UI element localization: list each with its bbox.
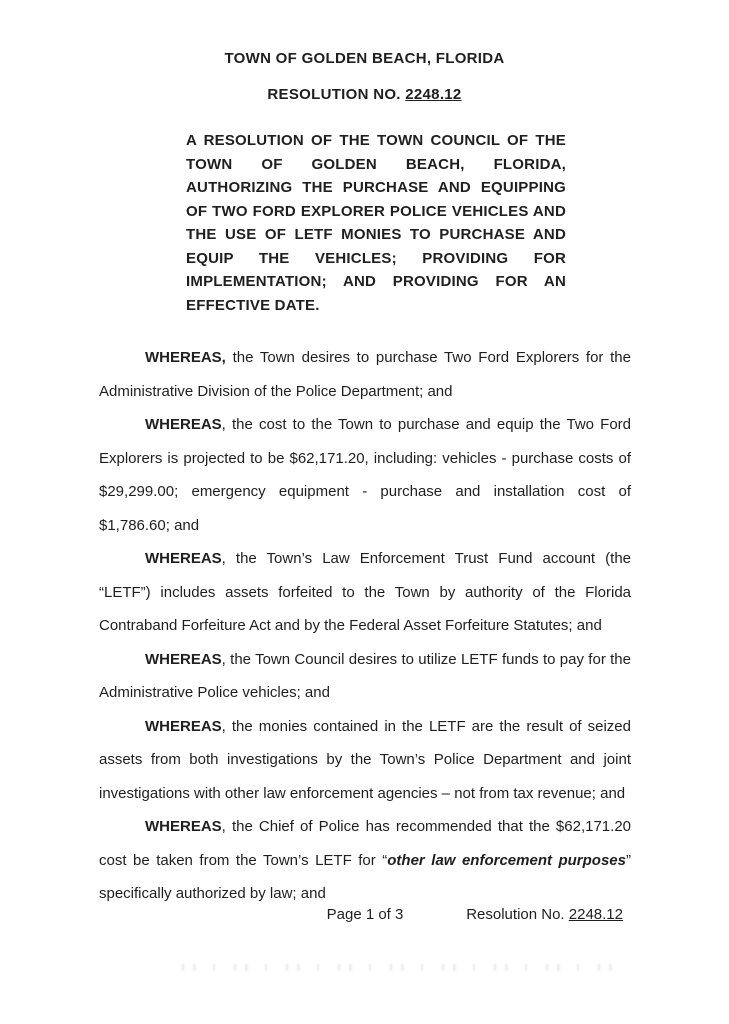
footer-resolution-label [466, 906, 623, 923]
paragraph-segment: the Town desires to purchase Two Ford Explorers for the Administrative Division of the Police Department; and [99, 349, 631, 400]
whereas-paragraph [99, 341, 631, 408]
page-footer [99, 906, 631, 928]
resolution-number-heading [0, 86, 729, 103]
whereas-paragraph [99, 643, 631, 710]
paragraph-segment: ” specifically authorized by law; and [99, 851, 631, 902]
whereas-paragraph [99, 408, 631, 542]
paragraph-segment: other law enforcement purposes [387, 851, 626, 869]
page-number-label: Page 1 of 3 [326, 906, 404, 923]
resolution-number-prefix: RESOLUTION NO. [267, 86, 406, 103]
paragraph-segment: , the cost to the Town to purchase and equip the Two Ford Explorers is projected to be $62,171.20, including: vehicles - purchase costs of $29,299.00; emergency equipment - purchase and installation cost of $1,786.60; and [99, 416, 631, 534]
document-title: TOWN OF GOLDEN BEACH, FLORIDA [224, 50, 505, 67]
footer-resolution-prefix: Resolution No. [466, 906, 569, 923]
paragraph-segment: WHEREAS [145, 550, 222, 567]
paragraph-segment: , the Town Council desires to utilize LETF funds to pay for the Administrative Police vehicles; and [99, 650, 631, 701]
resolution-summary: A RESOLUTION OF THE TOWN COUNCIL OF THE TOWN OF GOLDEN BEACH, FLORIDA, AUTHORIZING THE PURCHASE AND EQUIPPING OF TWO FORD EXPLORER POLICE VEHICLES AND THE USE OF LETF MONIES TO PURCHASE AND EQUIP THE VEHICLES; PROVIDING FOR IMPLEMENTATION; AND PROVIDING FOR AN EFFECTIVE DATE. [186, 132, 566, 314]
paragraph-segment: , the Chief of Police has recommended that the $62,171.20 cost be taken from the Town’s LETF for “ [99, 818, 631, 869]
paragraph-segment: , the Town’s Law Enforcement Trust Fund account (the “LETF”) includes assets forfeited to the Town by authority of the Florida Contraband Forfeiture Act and by the Federal Asset Forfeiture Statutes; and [99, 550, 631, 634]
body-paragraphs [99, 341, 631, 911]
paragraph-segment: WHEREAS, [145, 349, 226, 366]
whereas-paragraph [99, 810, 631, 911]
whereas-paragraph [99, 710, 631, 811]
paragraph-segment: WHEREAS [145, 650, 222, 668]
scan-bleed-through-artifact [182, 964, 624, 971]
footer-resolution-number: 2248.12 [568, 906, 623, 923]
whereas-paragraph [99, 542, 631, 643]
resolution-number-value: 2248.12 [405, 86, 462, 103]
paragraph-segment: , the monies contained in the LETF are the result of seized assets from both investigations by the Town’s Police Department and joint investigations with other law enforcement agencies – not from tax revenue; and [99, 717, 631, 802]
paragraph-segment: WHEREAS [145, 717, 222, 735]
paragraph-segment: WHEREAS [145, 818, 222, 835]
paragraph-segment: WHEREAS [145, 416, 222, 433]
